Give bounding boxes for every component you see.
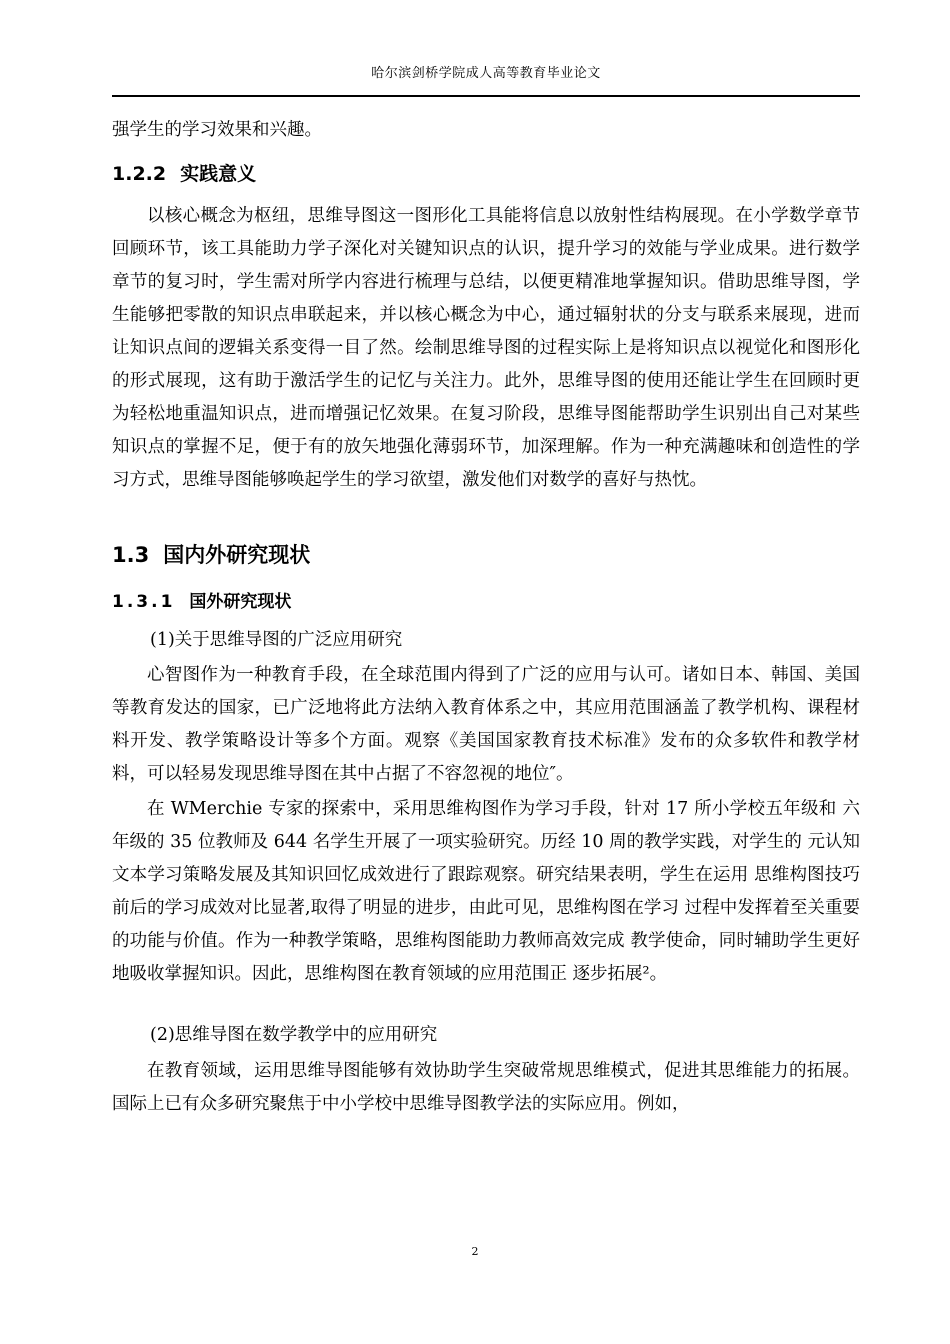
section-1-3-1-para2	[112, 793, 860, 991]
section-title: 国外研究现状	[189, 592, 292, 612]
paragraph: 以核心概念为枢纽，思维导图这一图形化工具能将信息以放射性结构展现。在小学数学章节回顾环节，该工具能助力学子深化对关键知识点的认识，提升学习的效能与学业成果。进行数学章节的复习时，学生需对所学内容进行梳理与总结，以便更精准地掌握知识。借助思维导图，学生能够把零散的知识点串联起来，并以核心概念为中心，通过辐射状的分支与联系来展现，进而让知识点间的逻辑关系变得一目了然。绘制思维导图的过程实际上是将知识点以视觉化和图形化的形式展现，这有助于激活学生的记忆与关注力。此外，思维导图的使用还能让学生在回顾时更为轻松地重温知识点，进而增强记忆效果。在复习阶段，思维导图能帮助学生识别出自己对某些知识点的掌握不足，便于有的放矢地强化薄弱环节，加深理解。作为一种充满趣味和创造性的学习方式，思维导图能够唤起学生的学习欲望，激发他们对数学的喜好与热忱。	[112, 206, 860, 490]
section-heading-1-2-2	[112, 159, 256, 186]
section-1-2-2-body	[112, 200, 860, 497]
section-title: 国内外研究现状	[163, 543, 311, 567]
section-title: 实践意义	[180, 163, 257, 185]
intro-line: 强学生的学习效果和兴趣。	[112, 120, 322, 140]
item-label-2: (2)思维导图在数学教学中的应用研究	[150, 1025, 438, 1045]
paragraph: 在 WMerchie 专家的探索中，采用思维构图作为学习手段，针对 17 所小学校五年级和 六年级的 35 位教师及 644 名学生开展了一项实验研究。历经 10 周的教学实践，对学生的 元认知文本学习策略发展及其知识回忆成效进行了跟踪观察。研究结果表明，学生在运用 思维构图技巧前后的学习成效对比显著,取得了明显的进步，由此可见，思维构图在学习 过程中发挥着至关重要的功能与价值。作为一种教学策略，思维构图能助力教师高效完成 教学使命，同时辅助学生更好地吸收掌握知识。因此，思维构图在教育领域的应用范围正 逐步拓展²。	[112, 799, 860, 984]
section-1-3-1-para3	[112, 1055, 860, 1121]
section-number: 1.3.1	[112, 592, 176, 612]
section-1-3-1-para1	[112, 659, 860, 791]
item-label-1: (1)关于思维导图的广泛应用研究	[150, 630, 403, 650]
header-rule	[112, 95, 860, 97]
section-number: 1.2.2	[112, 163, 167, 185]
page-number: 2	[471, 1245, 479, 1258]
intro-text	[112, 114, 860, 147]
section-number: 1.3	[112, 543, 150, 567]
section-heading-1-3	[112, 539, 310, 569]
paragraph: 在教育领域，运用思维导图能够有效协助学生突破常规思维模式，促进其思维能力的拓展。国际上已有众多研究聚焦于中小学校中思维导图教学法的实际应用。例如，	[112, 1061, 860, 1114]
paragraph: 心智图作为一种教育手段，在全球范围内得到了广泛的应用与认可。诸如日本、韩国、美国等教育发达的国家，已广泛地将此方法纳入教育体系之中，其应用范围涵盖了教学机构、课程材料开发、教学策略设计等多个方面。观察《美国国家教育技术标准》发布的众多软件和教学材料，可以轻易发现思维导图在其中占据了不容忽视的地位″。	[112, 665, 860, 784]
section-heading-1-3-1	[112, 587, 291, 612]
page-header: 哈尔滨剑桥学院成人高等教育毕业论文	[371, 66, 601, 81]
